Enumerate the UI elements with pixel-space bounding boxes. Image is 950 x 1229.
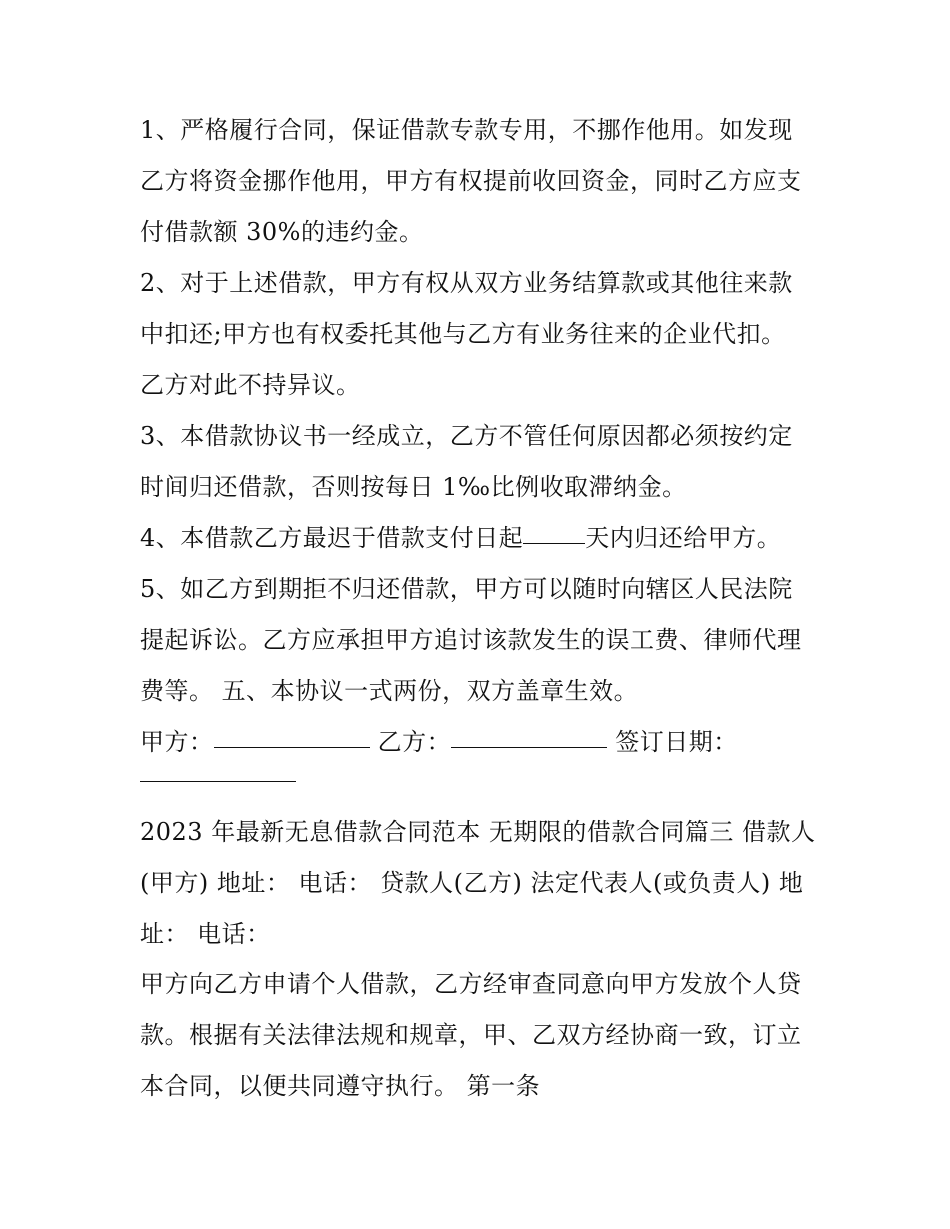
party-b-label: 乙方： (377, 728, 452, 756)
sign-date-blank (140, 781, 296, 782)
clause-2-line-3: 乙方对此不持异议。 (140, 371, 361, 399)
party-a-blank (214, 747, 370, 748)
clause-4 (140, 518, 781, 558)
clause-5-line-2: 提起诉讼。乙方应承担甲方追讨该款发生的误工费、律师代理 (140, 626, 802, 654)
clause-2-line-2: 中扣还;甲方也有权委托其他与乙方有业务往来的企业代扣。 (140, 320, 786, 348)
clause-5-line-3: 费等。 五、本协议一式两份，双方盖章生效。 (140, 677, 639, 705)
intro-line-3: 本合同，以便共同遵守执行。 第一条 (140, 1072, 541, 1100)
days-blank (523, 543, 585, 544)
clause-1-line-2: 乙方将资金挪作他用，甲方有权提前收回资金，同时乙方应支 (140, 167, 802, 195)
clause-3-line-1: 3、本借款协议书一经成立，乙方不管任何原因都必须按约定 (140, 422, 793, 450)
sign-date-blank-line (140, 756, 296, 796)
intro-line-2: 款。根据有关法律法规和规章，甲、乙双方经协商一致，订立 (140, 1021, 802, 1049)
clause-4-text-before: 4、本借款乙方最迟于借款支付日起 (140, 524, 524, 552)
clause-5-line-1: 5、如乙方到期拒不归还借款，甲方可以随时向辖区人民法院 (140, 575, 793, 603)
heading-line-1: 2023 年最新无息借款合同范本 无期限的借款合同篇三 借款人 (140, 818, 816, 846)
clause-1-line-3: 付借款额 30%的违约金。 (140, 218, 424, 246)
intro-line-1: 甲方向乙方申请个人借款，乙方经审查同意向甲方发放个人贷 (140, 970, 802, 998)
clause-4-text-after: 天内归还给甲方。 (585, 524, 782, 552)
party-b-blank (451, 747, 607, 748)
heading-line-3: 址： 电话： (140, 920, 271, 948)
clause-1-line-1: 1、严格履行合同，保证借款专款专用，不挪作他用。如发现 (140, 116, 793, 144)
heading-line-2: (甲方) 地址： 电话： 贷款人(乙方) 法定代表人(或负责人) 地 (140, 869, 804, 897)
party-a-label: 甲方： (140, 728, 214, 756)
sign-date-label: 签订日期： (615, 728, 738, 756)
clause-2-line-1: 2、对于上述借款，甲方有权从双方业务结算款或其他往来款 (140, 269, 793, 297)
clause-3-line-2: 时间归还借款，否则按每日 1‰比例收取滞纳金。 (140, 473, 687, 501)
